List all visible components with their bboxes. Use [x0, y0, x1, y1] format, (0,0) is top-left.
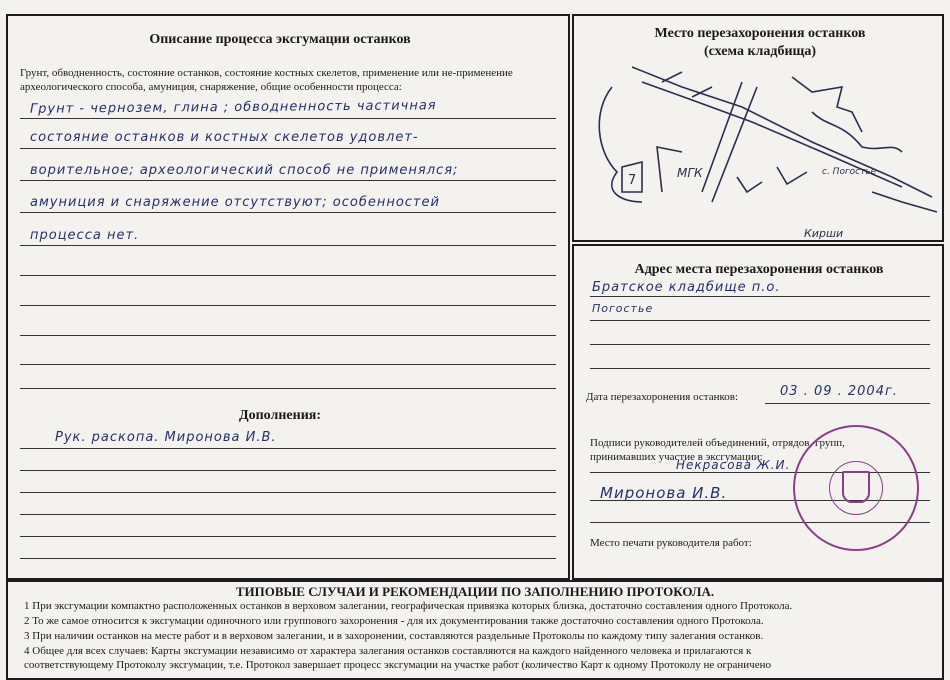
rule: [20, 470, 556, 471]
rule: [20, 492, 556, 493]
official-stamp: [793, 425, 919, 551]
rule: [20, 536, 556, 537]
rule: [20, 275, 556, 276]
coat-of-arms-icon: [842, 471, 870, 503]
additions-title: Дополнения:: [238, 408, 322, 423]
signature-handwritten: Миронова И.В.: [600, 484, 728, 502]
rule: [590, 320, 930, 321]
rule: [765, 403, 930, 404]
rule: [20, 364, 556, 365]
handwritten-line: процесса нет.: [30, 228, 140, 243]
address-title: Адрес места перезахоронения останков: [634, 262, 884, 277]
reburial-scheme-subtitle: (схема кладбища): [703, 44, 817, 59]
rule: [20, 305, 556, 306]
rule: [20, 448, 556, 449]
recommendation-item: соответствующему Протоколу эксгумации, т.е. Протокол завершает процесс эксгумации на участке работ (количество Карт к одному Протоколу не ограничено: [24, 659, 771, 671]
seal-label: Место печати руководителя работ:: [590, 537, 752, 549]
signature-handwritten: Некрасова Ж.И.: [676, 458, 791, 472]
rule: [20, 335, 556, 336]
rule: [20, 212, 556, 213]
address-handwritten: Погостье: [592, 302, 654, 315]
reburial-scheme-title: Место перезахоронения останков: [654, 26, 866, 41]
reburial-date-value: 03 . 09 . 2004г.: [780, 384, 898, 399]
rule: [20, 148, 556, 149]
rule: [590, 368, 930, 369]
exhumation-instruction: Грунт, обводненность, состояние останков, состояние костных скелетов, применение или не-применение археологического способа, амуниция, снаряжение, общие особенности процесса:: [20, 67, 513, 93]
rule: [590, 344, 930, 345]
handwritten-line: состояние останков и костных скелетов удовлет-: [30, 130, 419, 145]
map-label: МГК: [677, 166, 703, 180]
recommendation-item: 4 Общее для всех случаев: Карты эксгумации независимо от характера залегания останков составляются на каждого найденного человека и прилагаются к: [24, 645, 752, 657]
map-label: Кирши: [804, 227, 844, 240]
recommendations-title: ТИПОВЫЕ СЛУЧАИ И РЕКОМЕНДАЦИИ ПО ЗАПОЛНЕНИЮ ПРОТОКОЛА.: [235, 584, 715, 599]
handwritten-line: амуниция и снаряжение отсутствуют; особенностей: [30, 195, 440, 210]
exhumation-title: Описание процесса эксгумации останков: [149, 32, 411, 47]
handwritten-line: Грунт - чернозем, глина ; обводненность частичная: [29, 98, 437, 117]
rule: [20, 180, 556, 181]
rule: [20, 558, 556, 559]
rule: [590, 296, 930, 297]
rule: [20, 514, 556, 515]
recommendation-item: 1 При эксгумации компактно расположенных останков в верховом залегании, географическая привязка которых близка, достаточно составления одного Протокола.: [24, 600, 793, 612]
rule: [20, 118, 556, 119]
signatures-label: Подписи руководителей объединений, отрядов, групп,: [590, 437, 845, 449]
rule: [20, 388, 556, 389]
signatures-label: принимавших участие в эксгумации:: [590, 451, 763, 463]
address-handwritten: Братское кладбище п.о.: [592, 280, 781, 295]
handwritten-line: ворительное; археологический способ не применялся;: [30, 163, 459, 178]
cemetery-sketch-map: [572, 52, 944, 242]
recommendation-item: 3 При наличии останков на месте работ и в верховом залегании, и в захоронении, составляются раздельные Протоколы по каждому типу залегания останков.: [24, 630, 764, 642]
rule: [20, 245, 556, 246]
recommendation-item: 2 То же самое относится к эксгумации одиночного или группового захоронения - для их документирования также достаточно составления одного Протокола.: [24, 615, 764, 627]
reburial-date-label: Дата перезахоронения останков:: [586, 391, 739, 403]
map-label: 7: [628, 173, 637, 188]
additions-handwritten: Рук. раскопа. Миронова И.В.: [55, 430, 277, 445]
map-label: с. Погостье: [822, 167, 877, 177]
